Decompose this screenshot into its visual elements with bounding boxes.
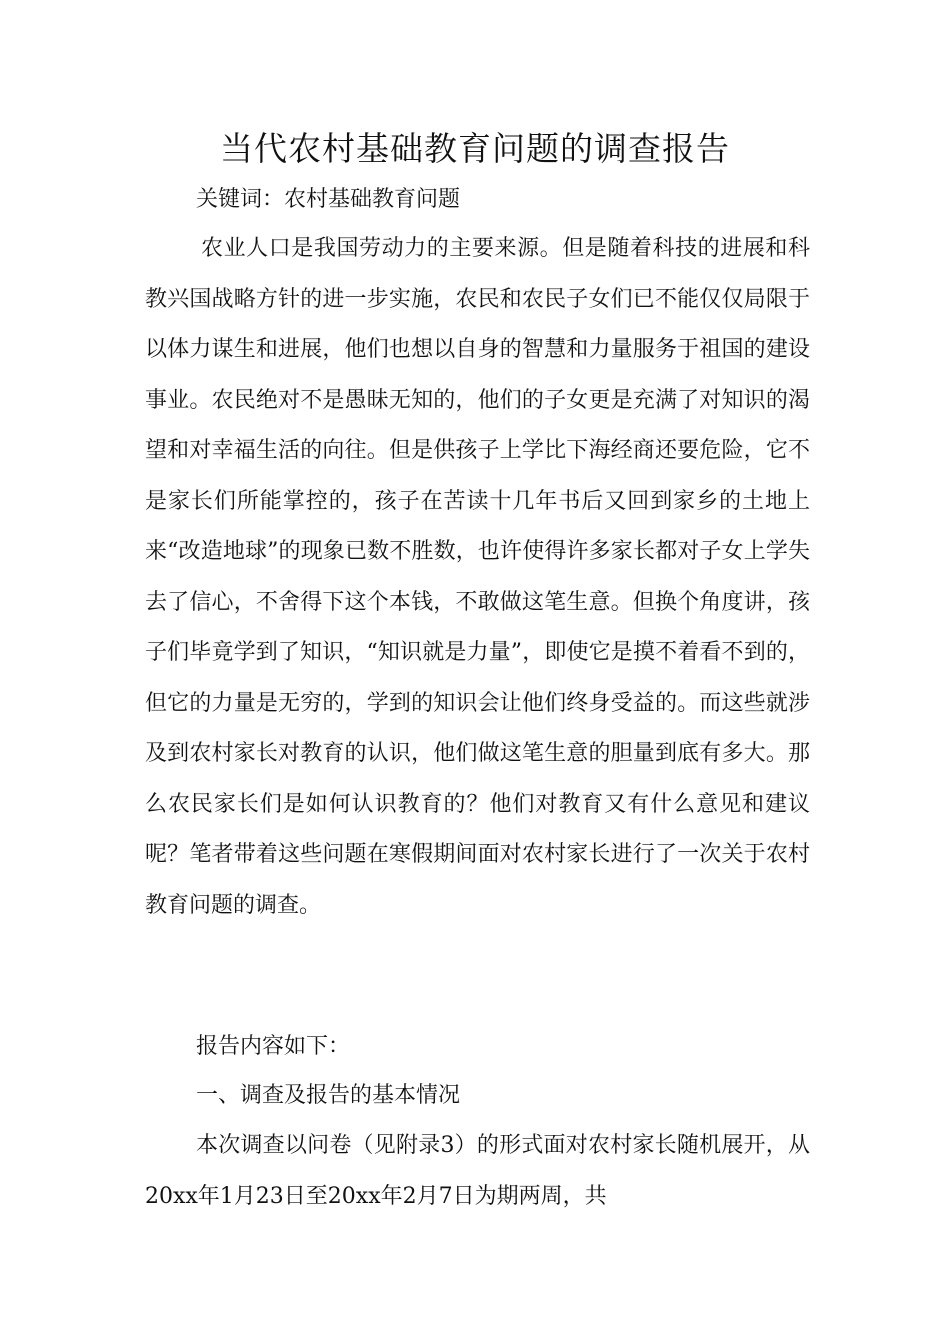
keywords-line: 关键词：农村基础教育问题 xyxy=(196,187,461,212)
body-paragraph-1: 农业人口是我国劳动力的主要来源。但是随着科技的进展和科教兴国战略方针的进一步实施，农民和农民子女们已不能仅仅局限于以体力谋生和进展，他们也想以自身的智慧和力量服务于祖国的建设事业。农民绝对不是愚昧无知的，他们的子女更是充满了对知识的渴望和对幸福生活的向往。但是供孩子上学比下海经商还要危险，它不是家长们所能掌控的，孩子在苦读十几年书后又回到家乡的土地上来“改造地球”的现象已数不胜数，也许使得许多家长都对子女上学失去了信心，不舍得下这个本钱，不敢做这笔生意。但换个角度讲，孩子们毕竟学到了知识，“知识就是力量”，即使它是摸不着看不到的，但它的力量是无穷的，学到的知识会让他们终身受益的。而这些就涉及到农村家长对教育的认识，他们做这笔生意的胆量到底有多大。那么农民家长们是如何认识教育的？他们对教育又有什么意见和建议呢？笔者带着这些问题在寒假期间面对农村家长进行了一次关于农村教育问题的调查。 xyxy=(145,236,810,918)
body-paragraph-2: 报告内容如下： xyxy=(196,1034,351,1059)
document-title: 当代农村基础教育问题的调查报告 xyxy=(220,129,730,168)
body-paragraph-3: 本次调查以问卷（见附录3）的形式面对农村家长随机展开，从20xx年1月23日至20xx年2月7日为期两周，共 xyxy=(145,1133,810,1209)
section-heading-1: 一、调查及报告的基本情况 xyxy=(196,1083,461,1108)
